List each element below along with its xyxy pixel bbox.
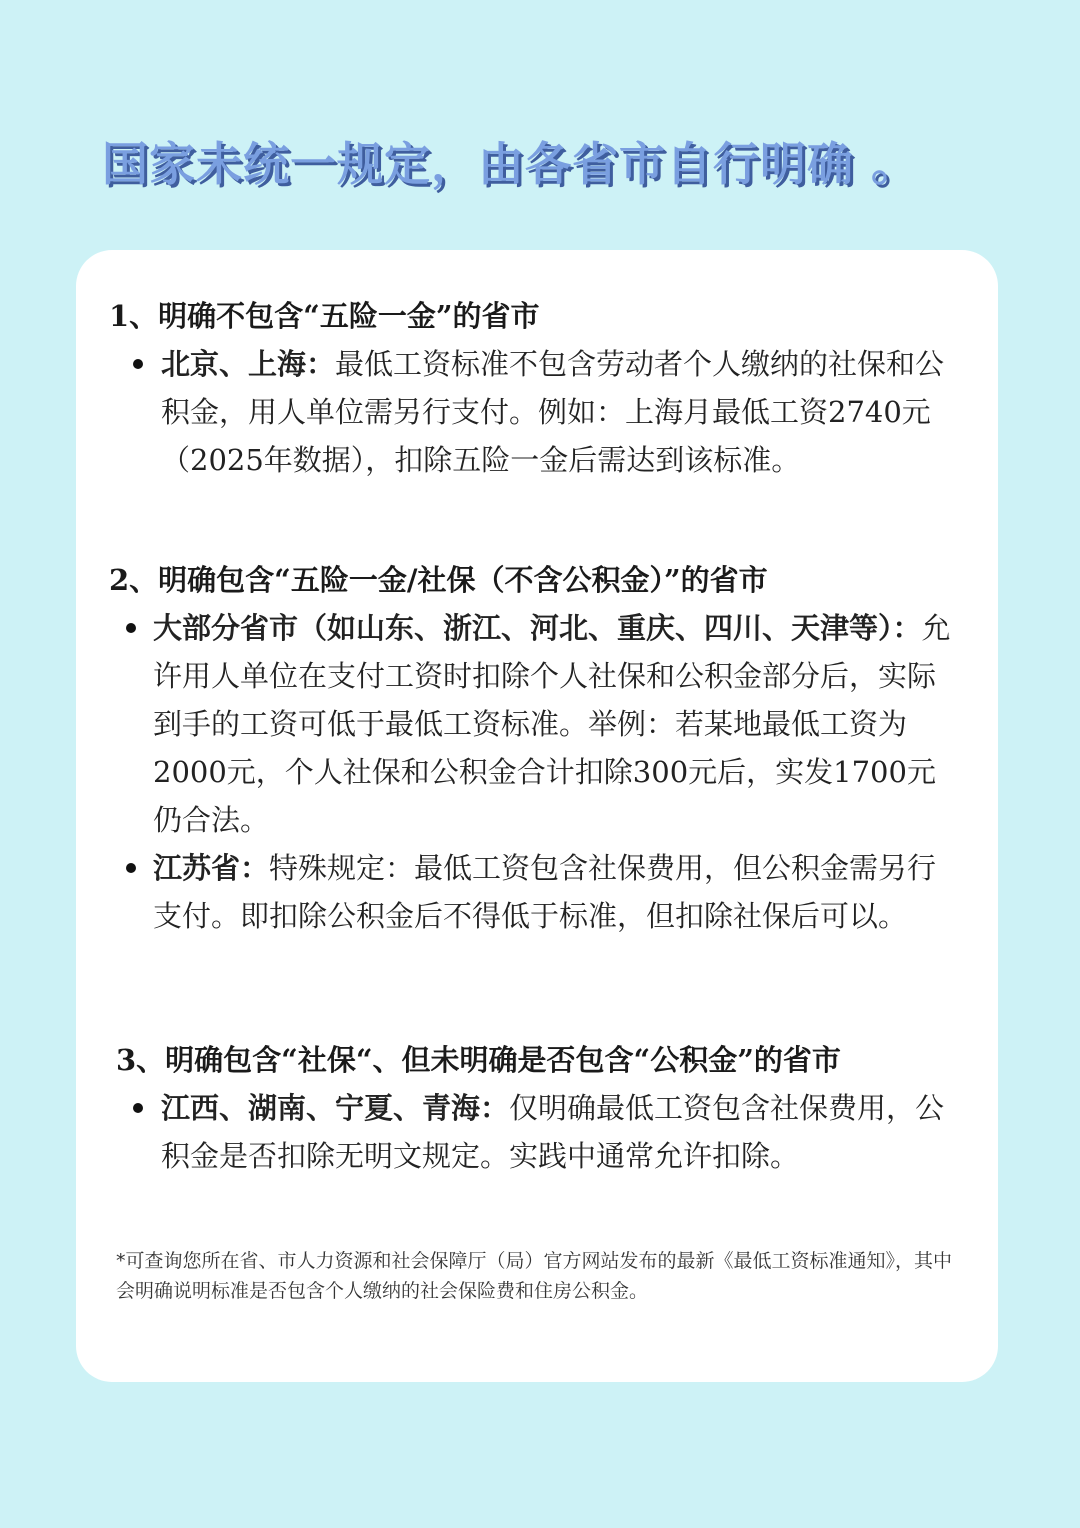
bullet-item <box>153 844 953 940</box>
section-2 <box>76 556 998 940</box>
bullet-item <box>153 604 953 844</box>
bullet-lead: 大部分省市（如山东、浙江、河北、重庆、四川、天津等）： <box>153 611 922 645</box>
bullet-item <box>161 1084 961 1180</box>
bullet-text: 最低工资标准不包含劳动者个人缴纳的社保和公积金，用人单位需另行支付。例如：上海月最低工资2740元（2025年数据），扣除五险一金后需达到该标准。 <box>161 347 945 477</box>
page-title: 国家未统一规定，由各省市自行明确 。 <box>102 137 919 191</box>
section-heading: 2、明确包含“五险一金/社保（不含公积金）”的省市 <box>109 563 768 597</box>
footnote: *可查询您所在省、市人力资源和社会保障厅（局）官方网站发布的最新《最低工资标准通知》，其中会明确说明标准是否包含个人缴纳的社会保险费和住房公积金。 <box>116 1250 953 1302</box>
section-3 <box>76 1036 998 1180</box>
section-heading: 1、明确不包含“五险一金”的省市 <box>109 299 540 333</box>
bullet-item <box>161 340 961 484</box>
bullet-lead: 江西、湖南、宁夏、青海： <box>161 1091 510 1125</box>
section-1 <box>76 292 998 484</box>
section-heading: 3、明确包含“社保“、但未明确是否包含“公积金”的省市 <box>116 1043 841 1077</box>
bullet-lead: 江苏省： <box>153 851 270 885</box>
bullet-dot-icon <box>133 359 143 369</box>
bullet-dot-icon <box>126 623 136 633</box>
content-card <box>76 250 998 1382</box>
bullet-dot-icon <box>126 863 136 873</box>
bullet-text: 特殊规定：最低工资包含社保费用，但公积金需另行支付。即扣除公积金后不得低于标准，但扣除社保后可以。 <box>153 851 937 933</box>
bullet-text: 允许用人单位在支付工资时扣除个人社保和公积金部分后，实际到手的工资可低于最低工资标准。举例：若某地最低工资为2000元，个人社保和公积金合计扣除300元后，实发1700元仍合法。 <box>153 611 951 837</box>
bullet-lead: 北京、上海： <box>161 347 336 381</box>
bullet-text: 仅明确最低工资包含社保费用，公积金是否扣除无明文规定。实践中通常允许扣除。 <box>161 1091 945 1173</box>
bullet-dot-icon <box>133 1103 143 1113</box>
